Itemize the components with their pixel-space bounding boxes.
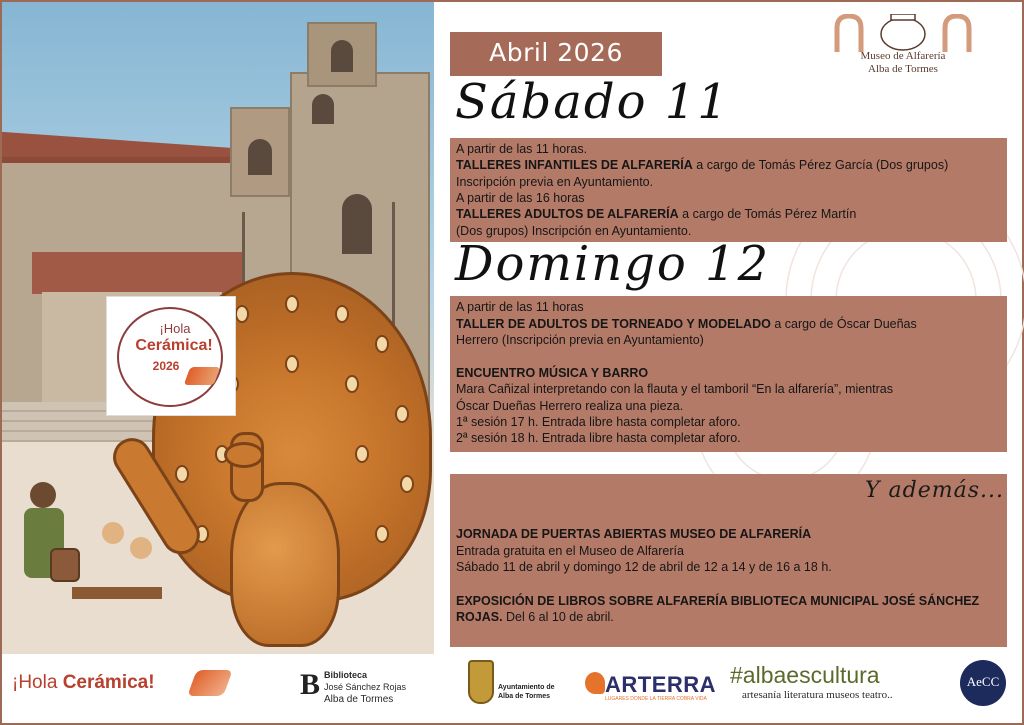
- badge-line2: Cerámica!: [135, 337, 213, 354]
- church-belfry: [230, 107, 290, 197]
- albaescultura-name: #albaescultura: [730, 662, 880, 688]
- arterra-slogan: LUGARES DONDE LA TIERRA COBRA VIDA: [605, 696, 707, 702]
- biblioteca-line3: Alba de Tormes: [324, 694, 394, 705]
- hola-ceramica-logo: ¡Hola Cerámica!: [12, 672, 155, 693]
- sunday-title: Domingo 12: [455, 236, 771, 292]
- biblioteca-logo: [300, 668, 407, 708]
- extra-line-2: Entrada gratuita en el Museo de Alfarería: [456, 544, 684, 558]
- extra-line-5: ROJAS. Del 6 al 10 de abril.: [456, 610, 614, 624]
- sat-line-6: (Dos grupos) Inscripción en Ayuntamiento.: [456, 224, 692, 238]
- sun-line-4: ENCUENTRO MÚSICA Y BARRO: [456, 366, 649, 380]
- extra-line-1: JORNADA DE PUERTAS ABIERTAS MUSEO DE ALFARERÍA: [456, 527, 812, 541]
- extra-line-3: Sábado 11 de abril y domingo 12 de abril de 12 a 14 y de 16 a 18 h.: [456, 560, 832, 574]
- child-head: [102, 522, 124, 544]
- ayuntamiento-line1: Ayuntamiento de: [498, 684, 555, 691]
- sat-line-4: A partir de las 16 horas: [456, 191, 585, 205]
- biblioteca-line2: José Sánchez Rojas: [324, 682, 407, 692]
- sat-line-5: TALLERES ADULTOS DE ALFARERÍA a cargo de Tomás Pérez Martín: [456, 207, 857, 221]
- museum-logo: [833, 14, 973, 76]
- arterra-mark-icon: [585, 672, 605, 694]
- sun-line-7: 1ª sesión 17 h. Entrada libre hasta completar aforo.: [456, 415, 741, 429]
- sun-line-2: TALLER DE ADULTOS DE TORNEADO Y MODELADO a cargo de Óscar Dueñas: [456, 317, 917, 331]
- coat-of-arms-icon: [468, 660, 494, 704]
- albaescultura-logo: [730, 662, 930, 706]
- biblioteca-mark: B: [300, 668, 321, 701]
- sun-line-8: 2ª sesión 18 h. Entrada libre hasta completar aforo.: [456, 431, 741, 445]
- poster-illustration: [2, 2, 434, 654]
- hola-ceramica-badge: [106, 296, 236, 416]
- arterra-name: ARTERRA: [605, 672, 717, 697]
- potters-table: [72, 587, 162, 599]
- month-label: Abril 2026: [489, 38, 623, 67]
- month-banner: [450, 32, 662, 76]
- museum-logo-text: [833, 50, 973, 76]
- sun-line-1: A partir de las 11 horas: [456, 300, 584, 314]
- child-head: [130, 537, 152, 559]
- sun-line-5: Mara Cañizal interpretando con la flauta y el tamboril “En la alfarería”, mientras: [456, 382, 894, 396]
- tamboril-drum: [50, 548, 80, 582]
- sunday-panel: [450, 296, 1007, 452]
- museum-logo-line2: Alba de Tormes: [868, 63, 938, 75]
- sat-line-3: Inscripción previa en Ayuntamiento.: [456, 175, 654, 189]
- museum-logo-line1: Museo de Alfarería: [860, 50, 946, 62]
- peacock-head: [224, 442, 264, 468]
- sat-line-1: A partir de las 11 horas.: [456, 142, 588, 156]
- saturday-panel: [450, 138, 1007, 242]
- extra-line-4: EXPOSICIÓN DE LIBROS SOBRE ALFARERÍA BIBLIOTECA MUNICIPAL JOSÉ SÁNCHEZ: [456, 594, 980, 608]
- tower-top: [307, 22, 377, 87]
- porch-roof: [32, 252, 242, 294]
- biblioteca-line1: Biblioteca: [324, 670, 368, 680]
- extra-panel: [450, 474, 1007, 647]
- museum-arches-icon: [833, 14, 973, 54]
- ayuntamiento-line2: Alba de Tormes: [498, 693, 550, 700]
- albaescultura-sub: artesanía literatura museos teatro..: [742, 689, 893, 701]
- aecc-logo: [960, 660, 1006, 706]
- ayuntamiento-logo: [468, 660, 558, 710]
- sat-line-2: TALLERES INFANTILES DE ALFARERÍA a cargo de Tomás Pérez García (Dos grupos): [456, 158, 949, 172]
- aecc-text: AeCC: [966, 674, 1000, 689]
- sun-line-6: Óscar Dueñas Herrero realiza una pieza.: [456, 399, 684, 413]
- musician-head: [30, 482, 56, 508]
- badge-year: 2026: [152, 359, 180, 373]
- peacock-jug: [230, 482, 340, 647]
- saturday-title: Sábado 11: [455, 74, 730, 130]
- sun-line-3: Herrero (Inscripción previa en Ayuntamiento): [456, 333, 704, 347]
- badge-line1: ¡Hola: [159, 321, 191, 336]
- extra-title: Y además...: [865, 478, 1004, 503]
